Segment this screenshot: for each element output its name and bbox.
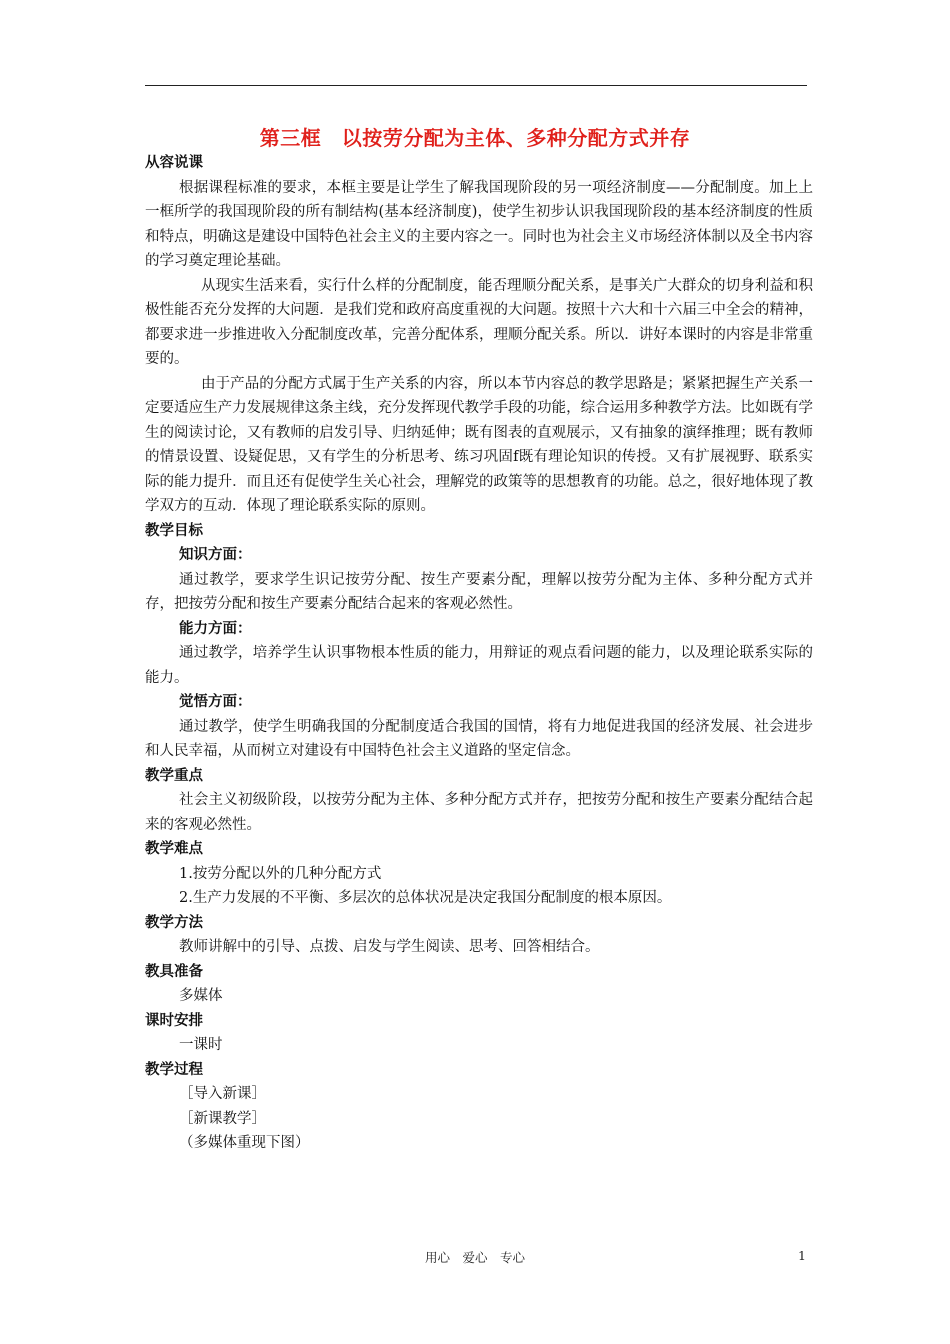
intro-paragraph-3: 由于产品的分配方式属于生产关系的内容，所以本节内容总的教学思路是；紧紧把握生产关系一定要适应生产力发展规律这条主线，充分发挥现代教学手段的功能，综合运用多种教学方法。比如既有学生的阅读讨论，又有教师的启发引导、归纳延伸；既有图表的直观展示，又有抽象的演绎推理；既有教师的情景设置、设疑促思，又有学生的分析思考、练习巩固f既有理论知识的传授。又有扩展视野、联系实际的能力提升．而且还有促使学生关心社会，理解党的政策等的思想教育的功能。总之，很好地体现了教学双方的互动．体现了理论联系实际的原则。 bbox=[145, 375, 813, 514]
ability-text: 通过教学，培养学生认识事物根本性质的能力，用辩证的观点看问题的能力，以及理论联系实际的能力。 bbox=[145, 645, 813, 686]
section-heading-intro: 从容说课 bbox=[145, 155, 203, 171]
ability-label: 能力方面： bbox=[179, 620, 252, 637]
schedule-text: 一课时 bbox=[179, 1037, 223, 1053]
section-heading-difficulties: 教学难点 bbox=[145, 841, 203, 857]
section-heading-process: 教学过程 bbox=[145, 1061, 203, 1078]
document-title: 第三框 以按劳分配为主体、多种分配方式并存 bbox=[259, 126, 691, 150]
footer-text: 用心 爱心 专心 bbox=[424, 1250, 525, 1265]
process-intro-label: ［导入新课］ bbox=[179, 1086, 266, 1102]
knowledge-label: 知识方面： bbox=[179, 547, 252, 563]
section-heading-goals: 教学目标 bbox=[145, 522, 203, 539]
tools-text: 多媒体 bbox=[179, 988, 223, 1004]
method-text: 教师讲解中的引导、点拨、启发与学生阅读、思考、回答相结合。 bbox=[179, 939, 600, 955]
intro-paragraph-2: 从现实生活来看，实行什么样的分配制度，能否理顺分配关系，是事关广大群众的切身利益和积极性能否充分发挥的大问题．是我们党和政府高度重视的大问题。按照十六大和十六届三中全会的精神，都要求进一步推进收入分配制度改革，完善分配体系，理顺分配关系。所以．讲好本课时的内容是非常重要的。 bbox=[145, 277, 813, 367]
header-rule bbox=[145, 85, 807, 86]
knowledge-text: 通过教学，要求学生识记按劳分配、按生产要素分配，理解以按劳分配为主体、多种分配方式并存，把按劳分配和按生产要素分配结合起来的客观必然性。 bbox=[145, 571, 813, 612]
awareness-text: 通过教学，使学生明确我国的分配制度适合我国的国情，将有力地促进我国的经济发展、社会进步和人民幸福，从而树立对建设有中国特色社会主义道路的坚定信念。 bbox=[145, 718, 813, 759]
section-heading-schedule: 课时安排 bbox=[145, 1012, 203, 1029]
key-points-text: 社会主义初级阶段，以按劳分配为主体、多种分配方式并存，把按劳分配和按生产要素分配结合起来的客观必然性。 bbox=[145, 792, 813, 833]
section-heading-key-points: 教学重点 bbox=[145, 767, 203, 784]
awareness-label: 觉悟方面： bbox=[179, 694, 252, 710]
intro-paragraph-1: 根据课程标准的要求，本框主要是让学生了解我国现阶段的另一项经济制度——分配制度。加上上一框所学的我国现阶段的所有制结构(基本经济制度)，使学生初步认识我国现阶段的基本经济制度的性质和特点，明确这是建设中国特色社会主义的主要内容之一。同时也为社会主义市场经济体制以及全书内容的学习奠定理论基础。 bbox=[145, 179, 813, 269]
section-heading-tools: 教具准备 bbox=[145, 963, 203, 980]
process-new-label: ［新课教学］ bbox=[179, 1110, 266, 1127]
document-body bbox=[145, 151, 813, 1156]
section-heading-method: 教学方法 bbox=[145, 914, 203, 931]
page-number: 1 bbox=[798, 1248, 806, 1263]
difficulty-item-1: 1.按劳分配以外的几种分配方式 bbox=[179, 865, 382, 882]
difficulty-item-2: 2.生产力发展的不平衡、多层次的总体状况是决定我国分配制度的根本原因。 bbox=[179, 890, 672, 906]
process-note: （多媒体重现下图） bbox=[179, 1135, 310, 1151]
